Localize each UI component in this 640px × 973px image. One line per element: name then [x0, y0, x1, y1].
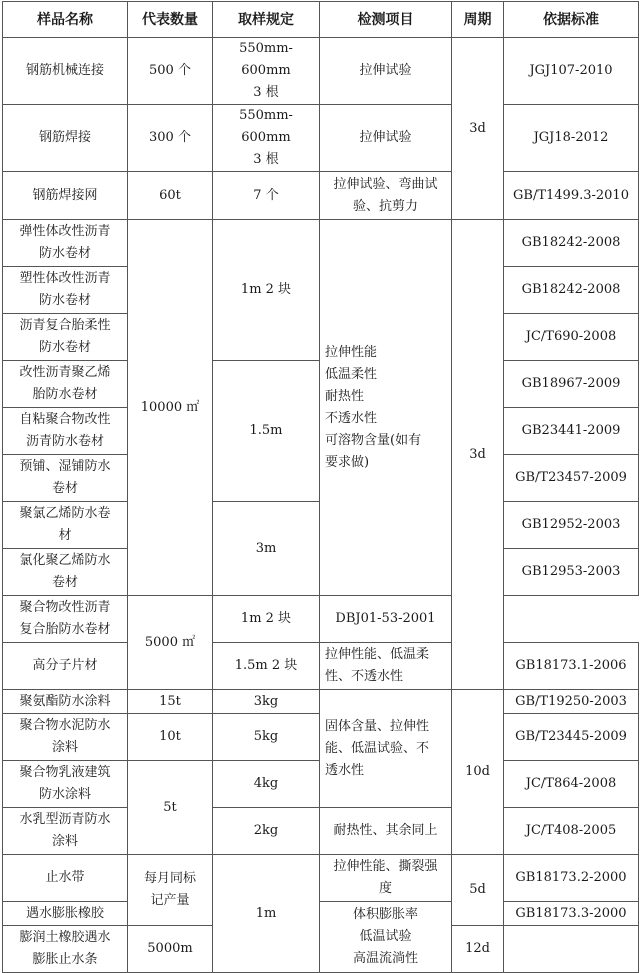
sample-name-cell: 止水带 — [3, 855, 128, 902]
standard-cell: JGJ107-2010 — [504, 38, 639, 105]
sample-name-cell: 高分子片材 — [3, 643, 128, 690]
sampling-rule-cell: 550mm-600mm 3 根 — [213, 105, 320, 172]
sample-name-cell: 沥青复合胎柔性 防水卷材 — [3, 314, 128, 361]
test-items-cell: 拉伸试验、弯曲试 验、抗剪力 — [320, 172, 452, 220]
sampling-rule-cell: 550mm-600mm 3 根 — [213, 38, 320, 105]
standard-cell: GB18242-2008 — [504, 267, 639, 314]
sample-name-cell: 遇水膨胀橡胶 — [3, 902, 128, 926]
sampling-rule-cell: 4kg — [213, 761, 320, 808]
standard-cell: GB23441-2009 — [504, 408, 639, 455]
standard-cell: JC/T408-2005 — [504, 808, 639, 855]
sampling-rule-cell: 1m — [213, 855, 320, 973]
sample-name-cell: 聚合物乳液建筑 防水涂料 — [3, 761, 128, 808]
sample-name-cell: 聚合物水泥防水 涂料 — [3, 714, 128, 761]
table-row — [3, 220, 639, 267]
header-sample-name: 样品名称 — [3, 2, 128, 38]
sampling-rule-cell: 2kg — [213, 808, 320, 855]
standard-cell: DBJ01-53-2001 — [320, 596, 452, 643]
sampling-rule-cell: 1m 2 块 — [213, 220, 320, 361]
sample-name-cell: 聚氨酯防水涂料 — [3, 690, 128, 714]
test-items-cell: 拉伸性能、撕裂强 度 — [320, 855, 452, 902]
sample-name-cell: 聚氯乙烯防水卷 材 — [3, 502, 128, 549]
table-row — [3, 105, 639, 172]
sample-name-cell: 聚合物改性沥青 复合胎防水卷材 — [3, 596, 128, 643]
sampling-rule-cell: 1.5m 2 块 — [213, 643, 320, 690]
period-cell: 10d — [452, 690, 504, 855]
test-items-cell: 拉伸性能 低温柔性 耐热性 不透水性 可溶物含量(如有 要求做) — [320, 220, 452, 596]
table-row — [3, 172, 639, 220]
standard-cell: GB18242-2008 — [504, 220, 639, 267]
sample-name-cell: 改性沥青聚乙烯 胎防水卷材 — [3, 361, 128, 408]
sample-name-cell: 钢筋机械连接 — [3, 38, 128, 105]
table-row — [3, 808, 639, 855]
sampling-rule-cell: 5kg — [213, 714, 320, 761]
test-items-cell: 拉伸试验 — [320, 38, 452, 105]
quantity-cell: 10t — [128, 714, 213, 761]
sample-name-cell: 塑性体改性沥青 防水卷材 — [3, 267, 128, 314]
standard-cell: GB/T23445-2009 — [504, 714, 639, 761]
quantity-cell: 5000m — [128, 926, 213, 973]
period-cell: 3d — [452, 38, 504, 220]
header-quantity: 代表数量 — [128, 2, 213, 38]
header-sampling-rule: 取样规定 — [213, 2, 320, 38]
standard-cell: JC/T864-2008 — [504, 761, 639, 808]
test-items-cell: 拉伸试验 — [320, 105, 452, 172]
period-cell: 12d — [452, 926, 504, 973]
standard-cell: GB/T23457-2009 — [504, 455, 639, 502]
standard-cell: GB18967-2009 — [504, 361, 639, 408]
test-items-cell: 固体含量、拉伸性 能、低温试验、不 透水性 — [320, 690, 452, 808]
header-test-items: 检测项目 — [320, 2, 452, 38]
sample-name-cell: 氯化聚乙烯防水 卷材 — [3, 549, 128, 596]
table-row — [3, 643, 639, 690]
test-items-cell: 耐热性、其余同上 — [320, 808, 452, 855]
standard-cell: JGJ18-2012 — [504, 105, 639, 172]
sample-name-cell: 水乳型沥青防水 涂料 — [3, 808, 128, 855]
quantity-cell: 300 个 — [128, 105, 213, 172]
sample-name-cell: 钢筋焊接网 — [3, 172, 128, 220]
standard-cell: GB12953-2003 — [504, 549, 639, 596]
sampling-rule-cell: 1.5m — [213, 361, 320, 502]
sample-name-cell: 预铺、湿铺防水 卷材 — [3, 455, 128, 502]
period-cell: 5d — [452, 855, 504, 926]
header-period: 周期 — [452, 2, 504, 38]
quantity-cell: 500 个 — [128, 38, 213, 105]
table-row — [3, 38, 639, 105]
sample-name-cell: 弹性体改性沥青 防水卷材 — [3, 220, 128, 267]
sampling-rule-cell: 3m — [213, 502, 320, 596]
quantity-cell: 10000 ㎡ — [128, 220, 213, 596]
standard-cell: GB18173.1-2006 — [504, 643, 639, 690]
quantity-cell: 15t — [128, 690, 213, 714]
sampling-rule-cell: 7 个 — [213, 172, 320, 220]
table-row — [3, 690, 639, 714]
sampling-rule-cell: 1m 2 块 — [213, 596, 320, 643]
test-items-cell: 拉伸性能、低温柔 性、不透水性 — [320, 643, 452, 690]
standard-cell: GB18173.3-2000 — [504, 902, 639, 926]
table-row — [3, 855, 639, 902]
quantity-cell: 5t — [128, 761, 213, 855]
standard-cell: GB18173.2-2000 — [504, 855, 639, 902]
sampling-rule-cell: 3kg — [213, 690, 320, 714]
period-cell: 3d — [452, 220, 504, 690]
header-row — [3, 2, 639, 38]
sample-name-cell: 膨润土橡胶遇水 膨胀止水条 — [3, 926, 128, 973]
standard-cell — [504, 926, 639, 973]
quantity-cell: 每月同标 记产量 — [128, 855, 213, 926]
sample-name-cell: 钢筋焊接 — [3, 105, 128, 172]
standard-cell: GB/T19250-2003 — [504, 690, 639, 714]
standard-cell: GB12952-2003 — [504, 502, 639, 549]
header-standard: 依据标准 — [504, 2, 639, 38]
testing-standards-table — [2, 1, 639, 973]
sample-name-cell: 自粘聚合物改性 沥青防水卷材 — [3, 408, 128, 455]
standard-cell: JC/T690-2008 — [504, 314, 639, 361]
standard-cell: GB/T1499.3-2010 — [504, 172, 639, 220]
quantity-cell: 60t — [128, 172, 213, 220]
table-row — [3, 596, 639, 643]
test-items-cell: 体积膨胀率 低温试验 高温流淌性 — [320, 902, 452, 973]
table-row — [3, 902, 639, 926]
quantity-cell: 5000 ㎡ — [128, 596, 213, 690]
